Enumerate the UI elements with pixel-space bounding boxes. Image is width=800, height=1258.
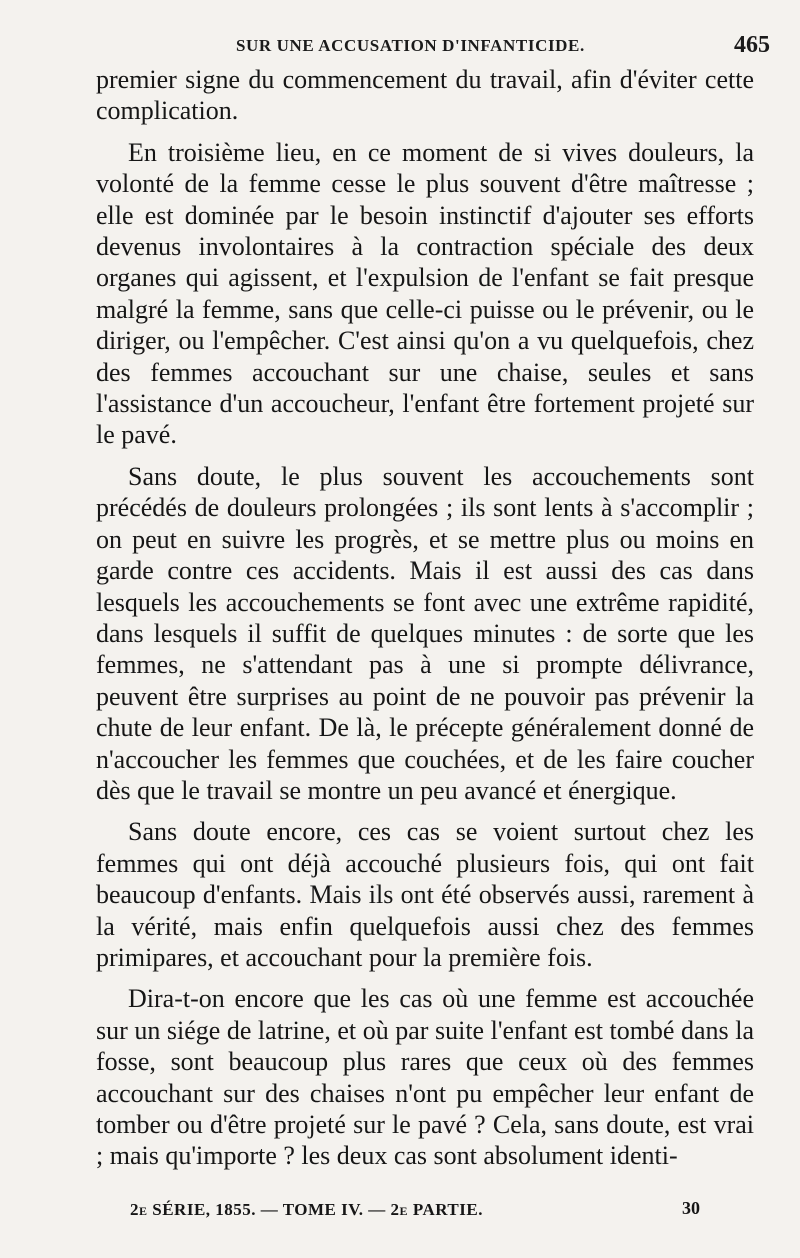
footer-signature: 2e SÉRIE, 1855. — TOME IV. — 2e PARTIE. bbox=[130, 1200, 483, 1219]
running-title: SUR UNE ACCUSATION D'INFANTICIDE. bbox=[236, 36, 585, 55]
paragraph: Sans doute, le plus souvent les accouchements sont précédés de douleurs prolongées ; ils sont lents à s'accomplir ; on peut en suivre les progrès, et se mettre plus ou moins en garde contre ces accidents. Mais il est aussi des cas dans lesquels les accouchements se font avec une extrême rapidité, dans lesquels il suffit de quelques minutes : de sorte que les femmes, ne s'attendant pas à une si prompte délivrance, peuvent être surprises au point de ne pouvoir pas prévenir la chute de leur enfant. De là, le précepte généralement donné de n'accoucher les femmes que couchées, et de les faire coucher dès que le travail se montre un peu avancé et énergique. bbox=[96, 461, 754, 805]
page-footer bbox=[130, 1200, 700, 1230]
running-head bbox=[236, 34, 770, 62]
paragraph-continued: premier signe du commencement du travail, afin d'éviter cette complication. bbox=[96, 65, 754, 126]
paragraph: En troisième lieu, en ce moment de si vives douleurs, la volonté de la femme cesse le plus souvent d'être maîtresse ; elle est dominée par le besoin instinctif d'ajouter ses efforts devenus involontaires à la contraction spéciale des deux organes qui agissent, et l'expulsion de l'enfant se fait presque malgré la femme, sans que celle-ci puisse ou le prévenir, ou le diriger, ou l'empêcher. C'est ainsi qu'on a vu quelquefois, chez des femmes accouchant sur une chaise, seules et sans l'assistance d'un accoucheur, l'enfant être fortement projeté sur le pavé. bbox=[96, 137, 754, 450]
page-number: 465 bbox=[734, 32, 770, 58]
paragraph: Sans doute encore, ces cas se voient surtout chez les femmes qui ont déjà accouché plusieurs fois, qui ont fait beaucoup d'enfants. Mais ils ont été observés aussi, rarement à la vérité, mais enfin quelquefois aussi chez des femmes primipares, et accouchant pour la première fois. bbox=[96, 817, 754, 972]
body-text bbox=[96, 64, 754, 1182]
paragraph: Dira-t-on encore que les cas où une femme est accouchée sur un siége de latrine, et où par suite l'enfant est tombé dans la fosse, sont beaucoup plus rares que ceux où des femmes accouchant sur des chaises n'ont pu empêcher leur enfant de tomber ou d'être projeté sur le pavé ? Cela, sans doute, est vrai ; mais qu'importe ? les deux cas sont absolument identi- bbox=[96, 984, 754, 1171]
sheet-number: 30 bbox=[682, 1198, 700, 1218]
